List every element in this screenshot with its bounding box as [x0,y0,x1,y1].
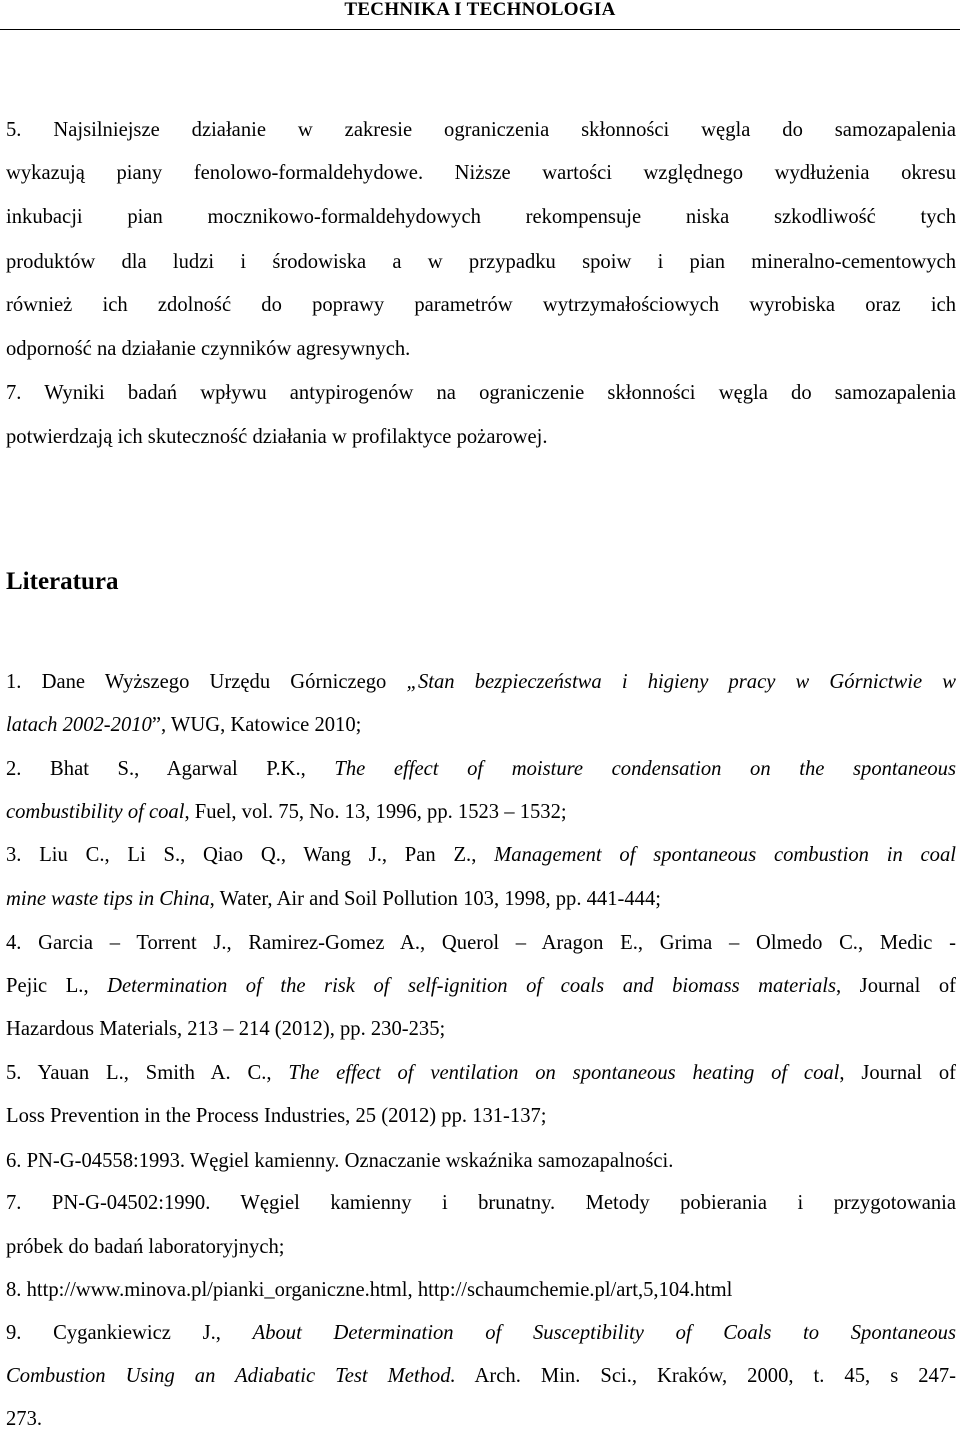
reference-1-line-1 [6,669,956,695]
conclusion-5-line-3: inkubacji pian mocznikowo-formaldehydowych rekompensuje niska szkodliwość tych [6,206,956,228]
reference-9-title-cont: Combustion Using an Adiabatic Test Method. [6,1365,456,1387]
reference-9-authors: 9. Cygankiewicz J., [6,1322,253,1344]
header-rule [0,29,960,30]
reference-2-line-2 [6,799,956,825]
conclusion-5-line-4: produktów dla ludzi i środowiska a w przypadku spoiw i pian mineralno-cementowych [6,251,956,273]
reference-4-line-3: Hazardous Materials, 213 – 214 (2012), pp. 230-235; [6,1018,446,1040]
conclusion-5-line-5: również ich zdolność do poprawy parametrów wytrzymałościowych wyrobiska oraz ich [6,294,956,316]
reference-4-authors-cont: Pejic L., [6,975,108,997]
reference-3-title: Management of spontaneous combustion in coal [494,844,956,866]
reference-9-line-1 [6,1320,956,1346]
reference-2-title-cont: combustibility of coal [6,801,185,823]
reference-4-line-2 [6,973,956,999]
reference-4-title: Determination of the risk of self-ignition of coals and biomass materials [107,975,836,997]
reference-9-line-3: 273. [6,1408,43,1430]
reference-5-title: The effect of ventilation on spontaneous heating of coal [288,1062,840,1084]
reference-9-line-2 [6,1363,956,1389]
reference-1-line-2 [6,712,956,738]
conclusion-5-line-6: odporność na działanie czynników agresywnych. [6,338,411,360]
reference-2-title: The effect of moisture condensation on the spontaneous [334,758,956,780]
reference-3-authors: 3. Liu C., Li S., Qiao Q., Wang J., Pan Z., [6,844,495,866]
reference-2-source: , Fuel, vol. 75, No. 13, 1996, pp. 1523 – 1532; [184,801,567,823]
conclusion-5-line-2: wykazują piany fenolowo-formaldehydowe. Niższe wartości względnego wydłużenia okresu [6,162,956,184]
running-header: TECHNIKA I TECHNOLOGIA [344,0,616,20]
reference-4-line-1: 4. Garcia – Torrent J., Ramirez-Gomez A., Querol – Aragon E., Grima – Olmedo C., Medic - [6,932,956,954]
reference-1-authors: 1. Dane Wyższego Urzędu Górniczego [6,671,407,693]
reference-4-journal: , Journal of [835,975,956,997]
reference-1-source: ”, WUG, Katowice 2010; [151,714,362,736]
reference-9-title: About Determination of Susceptibility of Coals to Spontaneous [252,1322,956,1344]
reference-5-line-1 [6,1060,956,1086]
reference-8-line-1: 8. http://www.minova.pl/pianki_organiczne.html, http://schaumchemie.pl/art,5,104.html [6,1279,733,1301]
reference-3-line-1 [6,842,956,868]
reference-7-line-2: próbek do badań laboratoryjnych; [6,1236,285,1258]
reference-7-line-1: 7. PN-G-04502:1990. Węgiel kamienny i brunatny. Metody pobierania i przygotowania [6,1192,956,1214]
conclusion-7-line-1: 7. Wyniki badań wpływu antypirogenów na ograniczenie skłonności węgla do samozapalenia [6,382,956,404]
conclusion-5-line-1: 5. Najsilniejsze działanie w zakresie ograniczenia skłonności węgla do samozapalenia [6,119,956,141]
reference-2-line-1 [6,756,956,782]
reference-5-journal: , Journal of [839,1062,956,1084]
conclusion-7-line-2: potwierdzają ich skuteczność działania w profilaktyce pożarowej. [6,426,548,448]
reference-3-line-2 [6,886,956,912]
reference-2-authors: 2. Bhat S., Agarwal P.K., [6,758,335,780]
reference-5-authors: 5. Yauan L., Smith A. C., [6,1062,289,1084]
reference-9-source: Arch. Min. Sci., Kraków, 2000, t. 45, s 247- [455,1365,956,1387]
reference-1-title-cont: latach 2002-2010 [6,714,152,736]
reference-6-line-1: 6. PN-G-04558:1993. Węgiel kamienny. Oznaczanie wskaźnika samozapalności. [6,1150,674,1172]
reference-3-title-cont: mine waste tips in China [6,888,210,910]
reference-1-title: „Stan bezpieczeństwa i higieny pracy w Górnictwie w [406,671,956,693]
literature-heading: Literatura [6,568,119,595]
reference-5-line-2: Loss Prevention in the Process Industries, 25 (2012) pp. 131-137; [6,1105,547,1127]
reference-3-source: , Water, Air and Soil Pollution 103, 1998, pp. 441-444; [209,888,661,910]
